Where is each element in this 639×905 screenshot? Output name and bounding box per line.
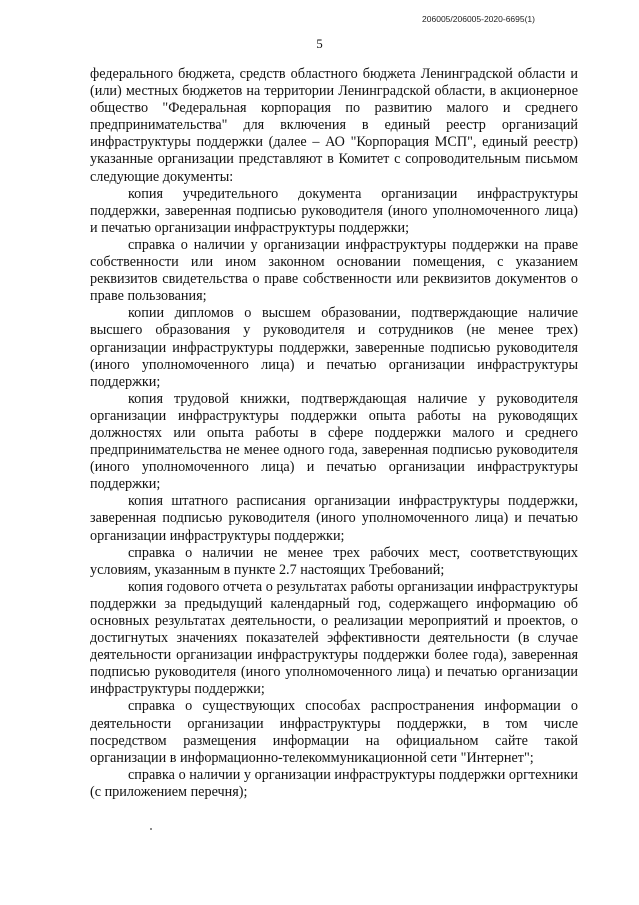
paragraph-item: копии дипломов о высшем образовании, подтверждающие наличие высшего образования у руководителя и сотрудников (не менее трех) организации инфраструктуры поддержки, заверенные подписью руководителя (иного уполномоченного лица) и печатью организации инфраструктуры поддержки; [90,305,578,390]
paragraph-intro: федерального бюджета, средств областного бюджета Ленинградской области и (или) местных бюджетов на территории Ленинградской области, в акционерное общество "Федеральная корпорация по развитию малого и среднего предпринимательства" для включения в единый реестр организаций инфраструктуры поддержки (далее – АО "Корпорация МСП", единый реестр) указанные организации представляют в Комитет с сопроводительным письмом следующие документы: [90,66,578,185]
paragraph-item: справка о существующих способах распространения информации о деятельности организации инфраструктуры поддержки, в том числе посредством размещения информации на официальном сайте такой организации в информационно-телекоммуникационной сети "Интернет"; [90,698,578,766]
document-body [90,66,578,801]
paragraph-item: справка о наличии не менее трех рабочих мест, соответствующих условиям, указанным в пункте 2.7 настоящих Требований; [90,544,578,578]
page-number: 5 [316,36,323,51]
paragraph-item: копия трудовой книжки, подтверждающая наличие у руководителя организации инфраструктуры поддержки опыта работы на руководящих должностях или опыта работы в сфере поддержки малого и среднего предпринимательства не менее одного года, заверенная подписью руководителя (иного уполномоченного лица) и печатью организации инфраструктуры поддержки; [90,390,578,493]
document-id: 206005/206005-2020-6695(1) [422,14,535,24]
paragraph-item: копия годового отчета о результатах работы организации инфраструктуры поддержки за предыдущий календарный год, содержащего информацию об основных результатах деятельности, о реализации мероприятий и проектов, о достигнутых значениях показателей эффективности деятельности (в случае деятельности организации инфраструктуры поддержки более года), заверенная подписью руководителя (иного уполномоченного лица) и печатью организации инфраструктуры поддержки; [90,578,578,698]
paragraph-item: справка о наличии у организации инфраструктуры поддержки оргтехники (с приложением перечня); [90,766,578,800]
scan-speck [150,828,152,830]
paragraph-item: копия учредительного документа организации инфраструктуры поддержки, заверенная подписью руководителя (иного уполномоченного лица) и печатью организации инфраструктуры поддержки; [90,185,578,236]
paragraph-item: справка о наличии у организации инфраструктуры поддержки на праве собственности или ином законном основании помещения, с указанием реквизитов свидетельства о праве собственности или реквизитов документов о праве пользования; [90,236,578,305]
paragraph-item: копия штатного расписания организации инфраструктуры поддержки, заверенная подписью руководителя (иного уполномоченного лица) и печатью организации инфраструктуры поддержки; [90,493,578,544]
